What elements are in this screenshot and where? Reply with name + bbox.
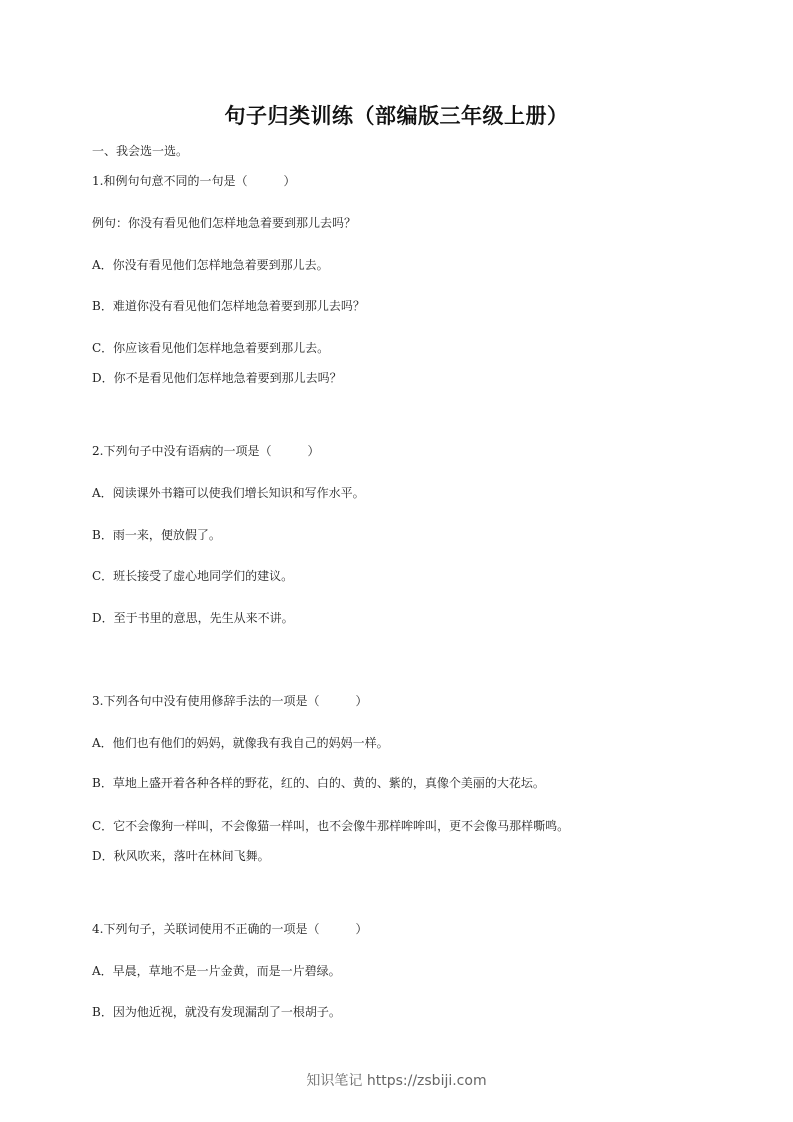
footer-watermark: 知识笔记 https://zsbiji.com [306,1073,487,1089]
question-1-option-b: B．难道你没有看见他们怎样地急着要到那儿去吗？ [92,299,365,313]
question-1-option-d: D．你不是看见他们怎样地急着要到那儿去吗？ [92,371,342,385]
question-3-option-a: A．他们也有他们的妈妈，就像我有我自己的妈妈一样。 [92,736,389,750]
question-2-option-d: D．至于书里的意思，先生从来不讲。 [92,611,294,625]
section-heading: 一、我会选一选。 [92,144,189,158]
question-2-option-b: B．雨一来，便放假了。 [92,528,221,542]
question-2-stem: 2.下列句子中没有语病的一项是（ ） [92,444,320,458]
question-3-option-d: D．秋风吹来，落叶在林间飞舞。 [92,849,270,863]
question-3-option-b: B．草地上盛开着各种各样的野花，红的、白的、黄的、紫的，真像个美丽的大花坛。 [92,776,545,790]
question-3-option-c: C．它不会像狗一样叫，不会像猫一样叫，也不会像牛那样哞哞叫，更不会像马那样嘶鸣。 [92,819,570,833]
question-1-example: 例句：你没有看见他们怎样地急着要到那儿去吗？ [92,216,357,230]
question-1-option-a: A．你没有看见他们怎样地急着要到那儿去。 [92,258,329,272]
question-2-option-a: A．阅读课外书籍可以使我们增长知识和写作水平。 [92,486,365,500]
document-title: 句子归类训练（部编版三年级上册） [224,104,569,128]
question-4-option-b: B．因为他近视，就没有发现漏刮了一根胡子。 [92,1005,341,1019]
question-2-option-c: C．班长接受了虚心地同学们的建议。 [92,569,294,583]
question-4-stem: 4.下列句子，关联词使用不正确的一项是（ ） [92,922,368,936]
question-1-option-c: C．你应该看见他们怎样地急着要到那儿去。 [92,341,330,355]
question-1-stem: 1.和例句句意不同的一句是（ ） [92,174,296,188]
question-4-option-a: A．早晨，草地不是一片金黄，而是一片碧绿。 [92,964,341,978]
question-3-stem: 3.下列各句中没有使用修辞手法的一项是（ ） [92,694,368,708]
